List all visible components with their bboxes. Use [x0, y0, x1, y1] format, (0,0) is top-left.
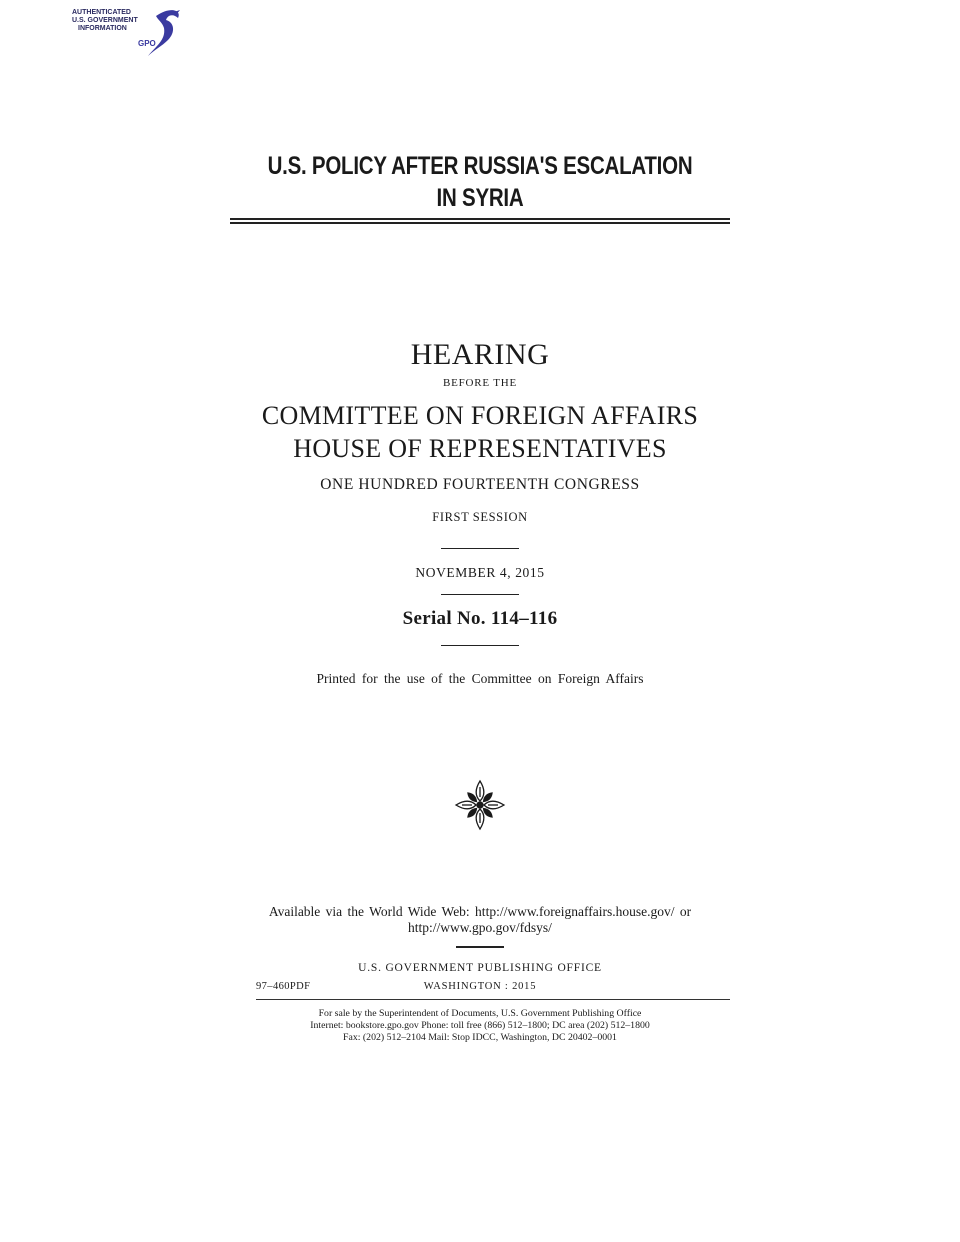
publication-city-year: WASHINGTON : 2015 — [423, 981, 537, 992]
title-double-rule — [230, 218, 730, 224]
seal-line-3: INFORMATION — [78, 25, 127, 32]
seal-mark: GPO — [138, 39, 156, 48]
divider-rule — [441, 548, 519, 549]
printed-for-note: Printed for the use of the Committee on Foreign Affairs — [316, 671, 644, 686]
sale-info-line-2: Internet: bookstore.gpo.gov Phone: toll free (866) 512–1800; DC area (202) 512–1800 — [310, 1020, 650, 1031]
divider-rule — [456, 946, 504, 948]
divider-rule — [441, 645, 519, 646]
committee-line-2: HOUSE OF REPRESENTATIVES — [293, 434, 667, 463]
title-line-2: IN SYRIA — [436, 184, 524, 212]
bottom-rule — [256, 999, 730, 1000]
seal-line-1: AUTHENTICATED — [72, 9, 131, 16]
divider-rule — [441, 594, 519, 595]
gpo-eagle-icon — [70, 4, 190, 60]
seal-line-2: U.S. GOVERNMENT — [72, 17, 138, 24]
hearing-date: NOVEMBER 4, 2015 — [415, 565, 545, 580]
session-label: FIRST SESSION — [432, 510, 528, 524]
congress-label: ONE HUNDRED FOURTEENTH CONGRESS — [320, 476, 640, 493]
publishing-office: U.S. GOVERNMENT PUBLISHING OFFICE — [358, 962, 602, 974]
document-title — [86, 150, 873, 214]
web-availability-line-1: Available via the World Wide Web: http://www.foreignaffairs.house.gov/ or — [268, 904, 692, 919]
before-the-label: BEFORE THE — [442, 377, 518, 389]
hearing-heading: HEARING — [410, 338, 550, 371]
gpo-ornament-icon — [453, 778, 507, 832]
serial-number: Serial No. 114–116 — [402, 608, 558, 629]
sale-info-line-3: Fax: (202) 512–2104 Mail: Stop IDCC, Washington, DC 20402–0001 — [343, 1032, 617, 1043]
committee-line-1: COMMITTEE ON FOREIGN AFFAIRS — [261, 401, 699, 430]
gpo-authenticated-seal — [70, 4, 190, 60]
web-availability-line-2: http://www.gpo.gov/fdsys/ — [408, 920, 552, 935]
title-line-1: U.S. POLICY AFTER RUSSIA'S ESCALATION — [267, 152, 693, 180]
committee-name — [0, 399, 960, 465]
pdf-number: 97–460PDF — [256, 981, 311, 992]
sale-info-line-1: For sale by the Superintendent of Documents, U.S. Government Publishing Office — [318, 1008, 642, 1019]
